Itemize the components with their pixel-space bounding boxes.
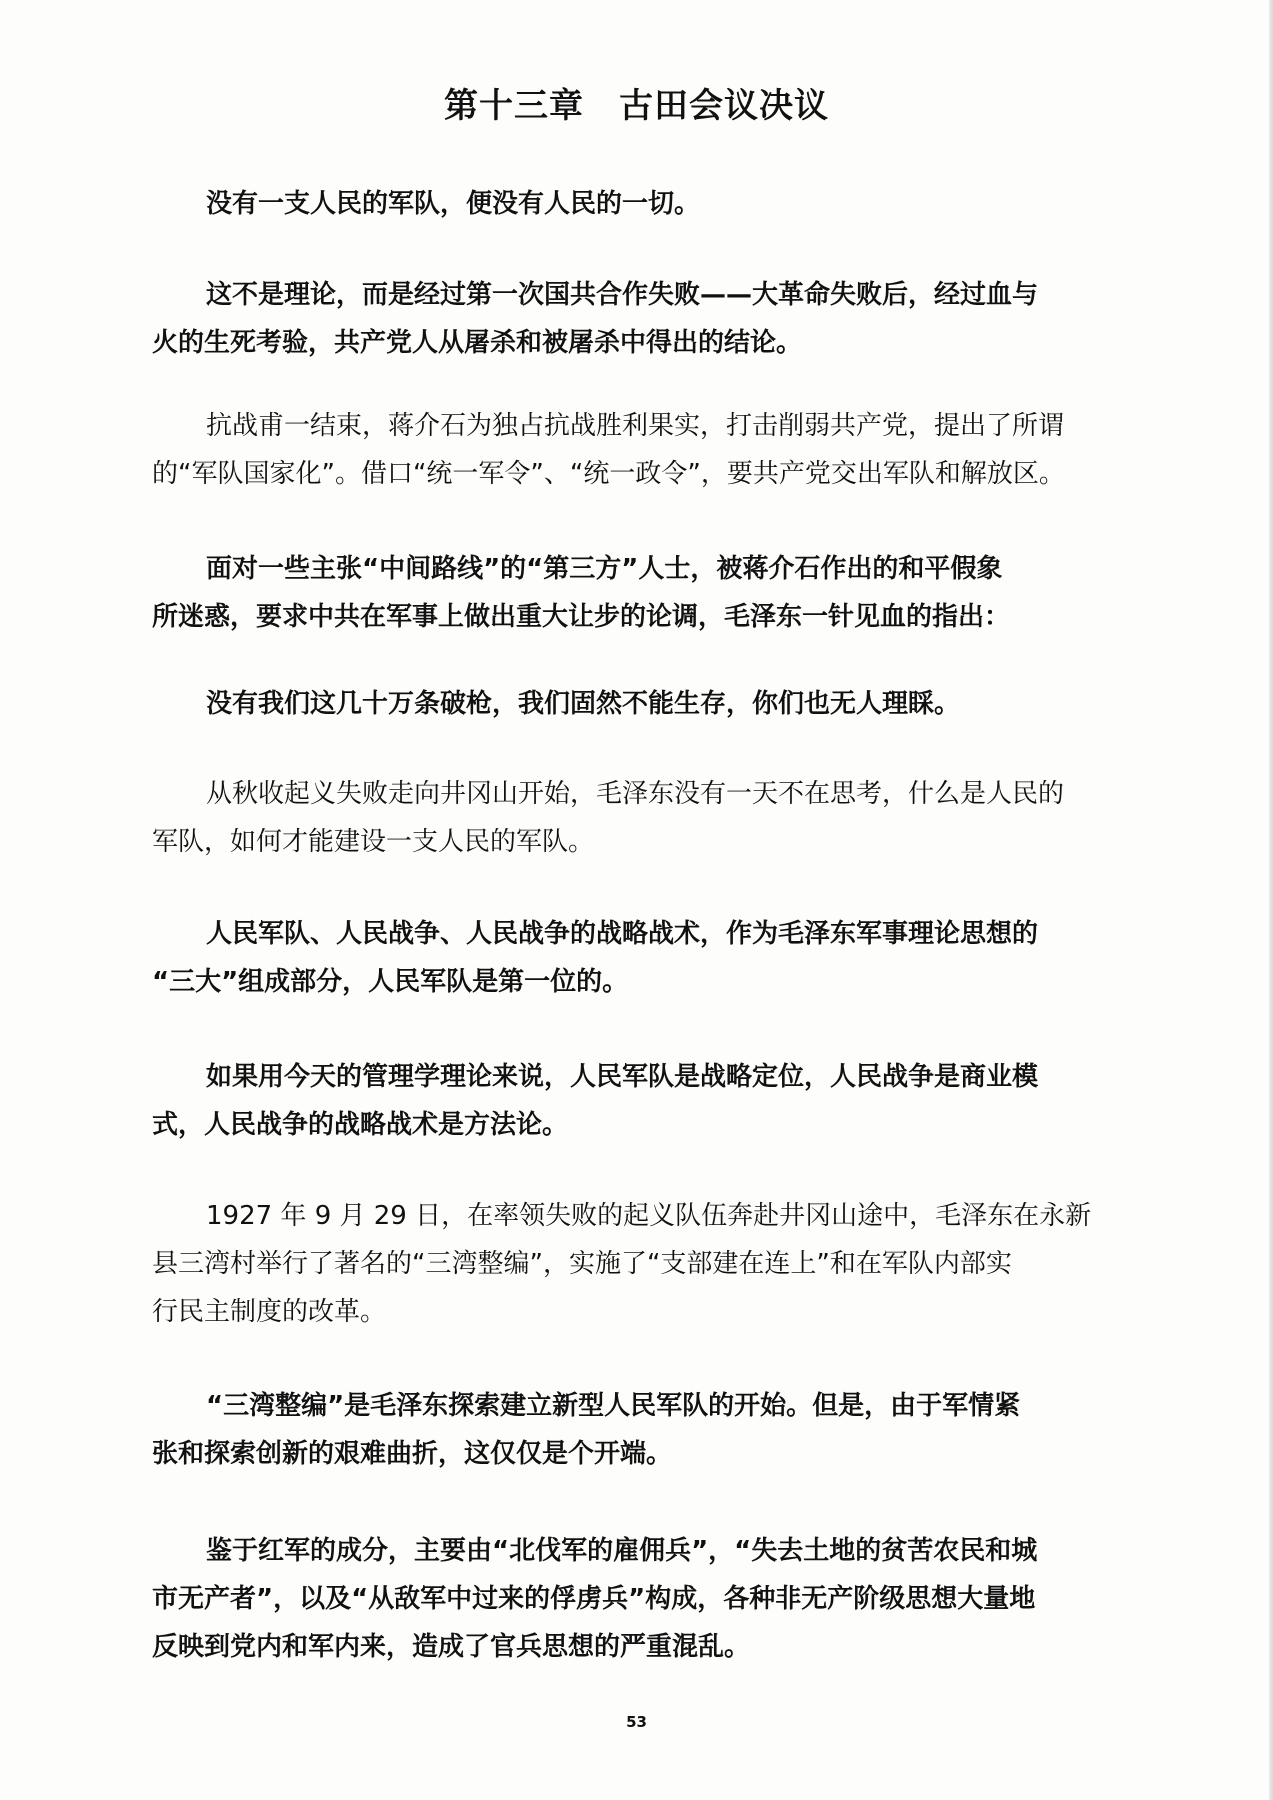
page-edge bbox=[1269, 0, 1273, 1800]
text-line: 式，人民战争的战略战术是方法论。 bbox=[152, 1110, 569, 1140]
paragraph-9 bbox=[152, 1192, 1092, 1336]
text-line: 所迷惑，要求中共在军事上做出重大让步的论调，毛泽东一针见血的指出： bbox=[152, 602, 1011, 632]
text-line: 火的生死考验，共产党人从屠杀和被屠杀中得出的结论。 bbox=[152, 328, 803, 358]
paragraph-3 bbox=[152, 402, 1065, 498]
text-line: 张和探索创新的艰难曲折，这仅仅是个开端。 bbox=[152, 1439, 673, 1469]
paragraph-7 bbox=[152, 910, 1052, 1006]
paragraph-1 bbox=[152, 180, 1052, 228]
paragraph-11 bbox=[152, 1527, 1052, 1671]
paragraph-8 bbox=[152, 1053, 1052, 1149]
text-line: 的“军队国家化”。借口“统一军令”、“统一政令”，要共产党交出军队和解放区。 bbox=[152, 459, 1065, 489]
text-line: 鉴于红军的成分，主要由“北伐军的雇佣兵”，“失去土地的贫苦农民和城 bbox=[206, 1536, 1038, 1566]
paragraph-5 bbox=[152, 680, 1052, 728]
paragraph-2 bbox=[152, 271, 1052, 367]
paragraph-6 bbox=[152, 770, 1065, 866]
text-line: “三大”组成部分，人民军队是第一位的。 bbox=[152, 967, 629, 997]
text-line: 没有一支人民的军队，便没有人民的一切。 bbox=[206, 189, 701, 219]
page-number: 53 bbox=[626, 1713, 647, 1731]
paragraph-10 bbox=[152, 1382, 1052, 1478]
text-line: 1927 年 9 月 29 日，在率领失败的起义队伍奔赴井冈山途中，毛泽东在永新 bbox=[206, 1201, 1092, 1231]
text-line: “三湾整编”是毛泽东探索建立新型人民军队的开始。但是，由于军情紧 bbox=[206, 1391, 1021, 1421]
chapter-title: 第十三章 古田会议决议 bbox=[444, 86, 829, 126]
text-line: 市无产者”，以及“从敌军中过来的俘虏兵”构成，各种非无产阶级思想大量地 bbox=[152, 1584, 1036, 1614]
text-line: 从秋收起义失败走向井冈山开始，毛泽东没有一天不在思考，什么是人民的 bbox=[206, 779, 1065, 809]
text-line: 人民军队、人民战争、人民战争的战略战术，作为毛泽东军事理论思想的 bbox=[206, 919, 1039, 949]
paragraph-4 bbox=[152, 545, 1052, 641]
text-line: 如果用今天的管理学理论来说，人民军队是战略定位，人民战争是商业模 bbox=[206, 1062, 1039, 1092]
text-line: 县三湾村举行了著名的“三湾整编”，实施了“支部建在连上”和在军队内部实 bbox=[152, 1249, 1012, 1279]
text-line: 反映到党内和军内来，造成了官兵思想的严重混乱。 bbox=[152, 1632, 751, 1662]
text-line: 行民主制度的改革。 bbox=[152, 1297, 387, 1327]
text-line: 没有我们这几十万条破枪，我们固然不能生存，你们也无人理睬。 bbox=[206, 689, 961, 719]
text-line: 面对一些主张“中间路线”的“第三方”人士，被蒋介石作出的和平假象 bbox=[206, 554, 1003, 584]
text-line: 这不是理论，而是经过第一次国共合作失败——大革命失败后，经过血与 bbox=[206, 280, 1039, 310]
text-line: 抗战甫一结束，蒋介石为独占抗战胜利果实，打击削弱共产党，提出了所谓 bbox=[206, 411, 1065, 441]
text-line: 军队，如何才能建设一支人民的军队。 bbox=[152, 827, 595, 857]
